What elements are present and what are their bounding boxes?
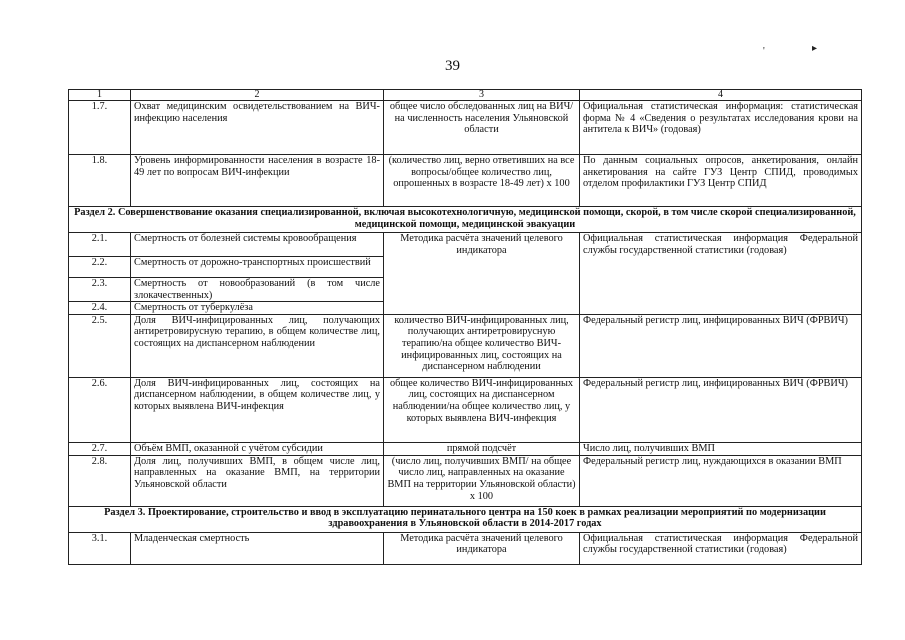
indicator-name: Смертность от болезней системы кровообращения (131, 233, 384, 257)
indicators-table (68, 89, 862, 565)
header-cell-1: 1 (69, 90, 131, 101)
table-header-row (69, 90, 862, 101)
data-source: Федеральный регистр лиц, нуждающихся в оказании ВМП (580, 455, 862, 506)
calculation-method: Методика расчёта значений целевого индикатора (384, 532, 580, 564)
indicator-name: Смертность от дорожно-транспортных происшествий (131, 257, 384, 278)
row-number: 2.1. (69, 233, 131, 257)
row-number: 2.5. (69, 314, 131, 377)
data-source: Официальная статистическая информация Федеральной службы государственной статистики (годовая) (580, 532, 862, 564)
corner-mark-right: ▸ (812, 43, 818, 54)
row-number: 2.2. (69, 257, 131, 278)
row-number: 2.4. (69, 302, 131, 315)
data-source: Официальная статистическая информация: статистическая форма № 4 «Сведения о результатах исследования крови на антитела к ВИЧ» (годовая) (580, 101, 862, 155)
section-row (69, 207, 862, 233)
data-source: Федеральный регистр лиц, инфицированных ВИЧ (ФРВИЧ) (580, 314, 862, 377)
indicator-name: Смертность от туберкулёза (131, 302, 384, 315)
calculation-method: (количество лиц, верно ответивших на все вопросы/общее количество лиц, опрошенных в возрасте 18-49 лет) х 100 (384, 155, 580, 207)
data-source: Федеральный регистр лиц, инфицированных ВИЧ (ФРВИЧ) (580, 377, 862, 442)
table-row (69, 377, 862, 442)
table-row (69, 442, 862, 455)
indicator-name: Доля ВИЧ-инфицированных лиц, получающих антиретровирусную терапию, в общем количестве лиц, состоящих на диспансерном наблюдении (131, 314, 384, 377)
calculation-method: количество ВИЧ-инфицированных лиц, получающих антиретровирусную терапию/на общее количество ВИЧ-инфицированных лиц, состоящих на диспансерном наблюдении (384, 314, 580, 377)
table-row (69, 155, 862, 207)
row-number: 2.8. (69, 455, 131, 506)
indicator-name: Уровень информированности населения в возрасте 18-49 лет по вопросам ВИЧ-инфекции (131, 155, 384, 207)
header-cell-2: 2 (131, 90, 384, 101)
indicator-name: Доля ВИЧ-инфицированных лиц, состоящих на диспансерном наблюдении, в общем количестве лиц, у которых выявлена ВИЧ-инфекция (131, 377, 384, 442)
calculation-method: общее число обследованных лиц на ВИЧ/на численность населения Ульяновской области (384, 101, 580, 155)
row-number: 1.8. (69, 155, 131, 207)
calculation-method: (число лиц, получивших ВМП/ на общее число лиц, направленных на оказание ВМП на территории Ульяновской области) х 100 (384, 455, 580, 506)
corner-mark-left: ' (763, 46, 765, 57)
row-number: 3.1. (69, 532, 131, 564)
header-cell-4: 4 (580, 90, 862, 101)
data-source: Официальная статистическая информация Федеральной службы государственной статистики (годовая) (580, 233, 862, 315)
calculation-method: прямой подсчёт (384, 442, 580, 455)
indicator-name: Смертность от новообразований (в том числе злокачественных) (131, 278, 384, 302)
indicator-name: Младенческая смертность (131, 532, 384, 564)
row-number: 2.3. (69, 278, 131, 302)
table-row (69, 314, 862, 377)
calculation-method: общее количество ВИЧ-инфицированных лиц, состоящих на диспансерном наблюдении/на общее количество лиц, у которых выявлена ВИЧ-инфекция (384, 377, 580, 442)
data-source: Число лиц, получивших ВМП (580, 442, 862, 455)
row-number: 1.7. (69, 101, 131, 155)
table-row (69, 455, 862, 506)
indicator-name: Охват медицинским освидетельствованием на ВИЧ-инфекцию населения (131, 101, 384, 155)
row-number: 2.7. (69, 442, 131, 455)
data-source: По данным социальных опросов, анкетирования, онлайн анкетирования на сайте ГУЗ Центр СПИД, проводимых отделом профилактики ГУЗ Центр СПИД (580, 155, 862, 207)
table-row (69, 101, 862, 155)
section-title: Раздел 3. Проектирование, строительство и ввод в эксплуатацию перинатального центра на 150 коек в рамках реализации мероприятий по модернизации здравоохранения в Ульяновской области в 2014-2017 годах (69, 506, 862, 532)
section-title: Раздел 2. Совершенствование оказания специализированной, включая высокотехнологичную, медицинской помощи, скорой, в том числе скорой специализированной, медицинской помощи, медицинской эвакуации (69, 207, 862, 233)
row-number: 2.6. (69, 377, 131, 442)
page-number: 39 (445, 58, 460, 74)
calculation-method: Методика расчёта значений целевого индикатора (384, 233, 580, 315)
section-row (69, 506, 862, 532)
indicator-name: Доля лиц, получивших ВМП, в общем числе лиц, направленных на оказание ВМП, на территории Ульяновской области (131, 455, 384, 506)
header-cell-3: 3 (384, 90, 580, 101)
table-row (69, 233, 862, 257)
indicator-name: Объём ВМП, оказанной с учётом субсидии (131, 442, 384, 455)
table-row (69, 532, 862, 564)
